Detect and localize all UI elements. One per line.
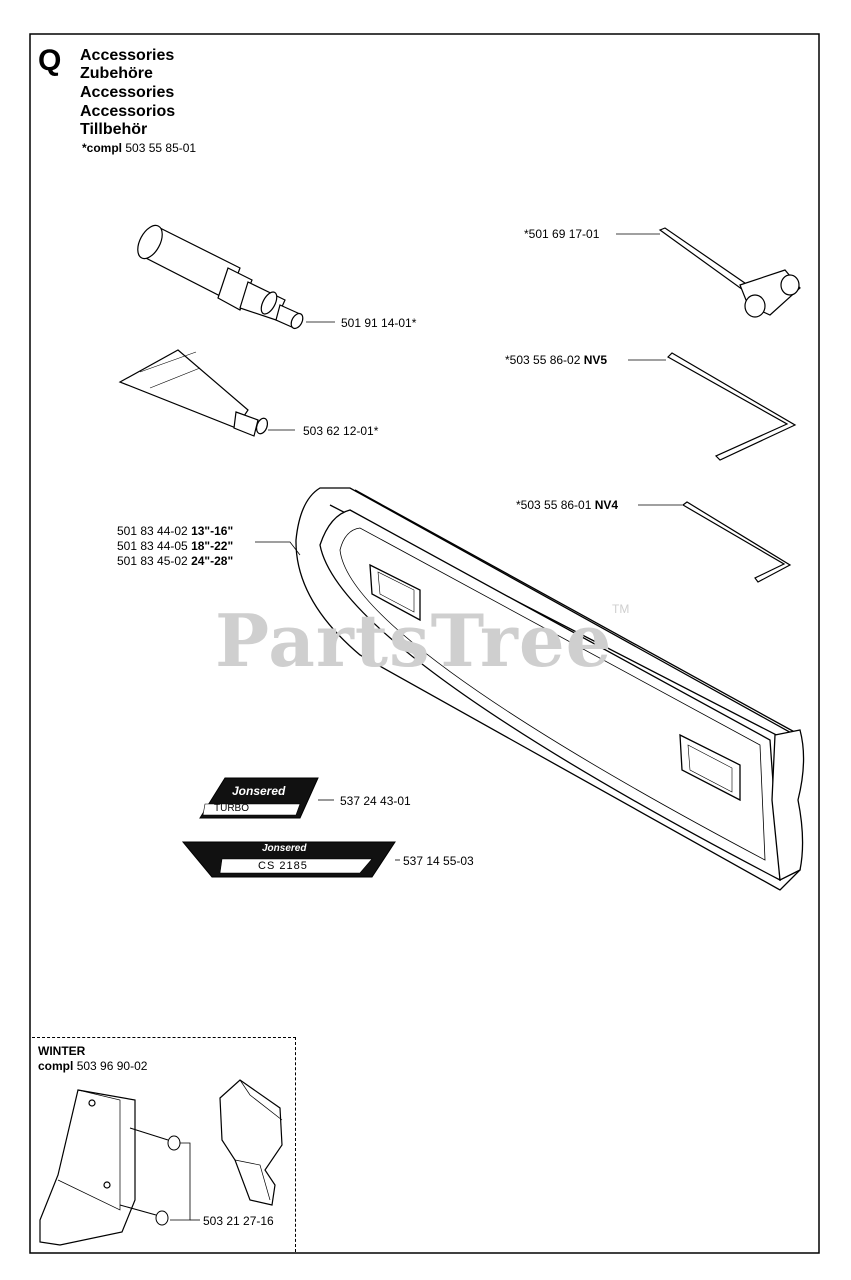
grease-gun-part-number: 501 91 14-01* (341, 316, 417, 330)
grease-tube-illustration (120, 350, 269, 436)
hex-key-nv5-size: NV5 (583, 353, 608, 367)
section-title-de: Zubehöre (80, 65, 153, 82)
hex-key-nv4-size: NV4 (594, 498, 619, 512)
turbo-decal-brand: Jonsered (232, 784, 286, 798)
combi-wrench-part-number: *501 69 17-01 (524, 227, 600, 241)
grease-tube-part-number: 503 62 12-01* (303, 424, 379, 438)
compl-prefix: *compl (82, 141, 123, 155)
model-decal-part-number: 537 14 55-03 (403, 854, 474, 868)
bar-cover-size-a: 13" (191, 524, 211, 538)
hex-key-nv5-label (505, 353, 607, 367)
section-letter: Q (38, 44, 62, 77)
winter-screw-part-number: 503 21 27-16 (203, 1214, 274, 1228)
bar-cover-size-b: -22" (210, 539, 234, 553)
bar-cover-illustration (296, 488, 804, 890)
watermark: PartsTree (215, 598, 613, 683)
winter-compl (38, 1059, 147, 1073)
bar-cover-number: 501 83 44-02 (117, 524, 188, 538)
winter-title: WINTER (38, 1044, 86, 1058)
bar-cover-row (117, 554, 233, 568)
hex-key-nv5-illustration (668, 353, 795, 460)
model-decal-brand: Jonsered (262, 843, 307, 854)
bar-cover-size-b: -28" (210, 554, 234, 568)
section-title-fr: Accessories (80, 84, 175, 101)
section-title-en: Accessories (80, 47, 175, 64)
winter-compl-prefix: compl (38, 1059, 74, 1073)
bar-cover-number: 501 83 45-02 (117, 554, 188, 568)
hex-key-nv4-illustration (683, 502, 790, 582)
turbo-decal-text: TURBO (214, 803, 249, 814)
bar-cover-row (117, 539, 233, 553)
bar-cover-size-b: -16" (210, 524, 234, 538)
bar-cover-size-a: 18" (191, 539, 211, 553)
grease-gun-illustration (133, 221, 305, 330)
hex-key-nv5-number: *503 55 86-02 (505, 353, 581, 367)
hex-key-nv4-label (516, 498, 618, 512)
winter-compl-number: 503 96 90-02 (76, 1059, 148, 1073)
section-title-sv: Tillbehör (80, 121, 148, 138)
bar-cover-row (117, 524, 233, 538)
model-decal-text: CS 2185 (258, 860, 308, 872)
hex-key-nv4-number: *503 55 86-01 (516, 498, 592, 512)
section-title-es: Accessorios (80, 103, 176, 120)
combination-wrench-illustration (660, 228, 800, 317)
bar-cover-size-a: 24" (191, 554, 211, 568)
compl-number: 503 55 85-01 (125, 141, 197, 155)
watermark-trademark: TM (612, 602, 630, 616)
section-compl-number (82, 141, 196, 155)
turbo-decal-part-number: 537 24 43-01 (340, 794, 411, 808)
bar-cover-number: 501 83 44-05 (117, 539, 188, 553)
